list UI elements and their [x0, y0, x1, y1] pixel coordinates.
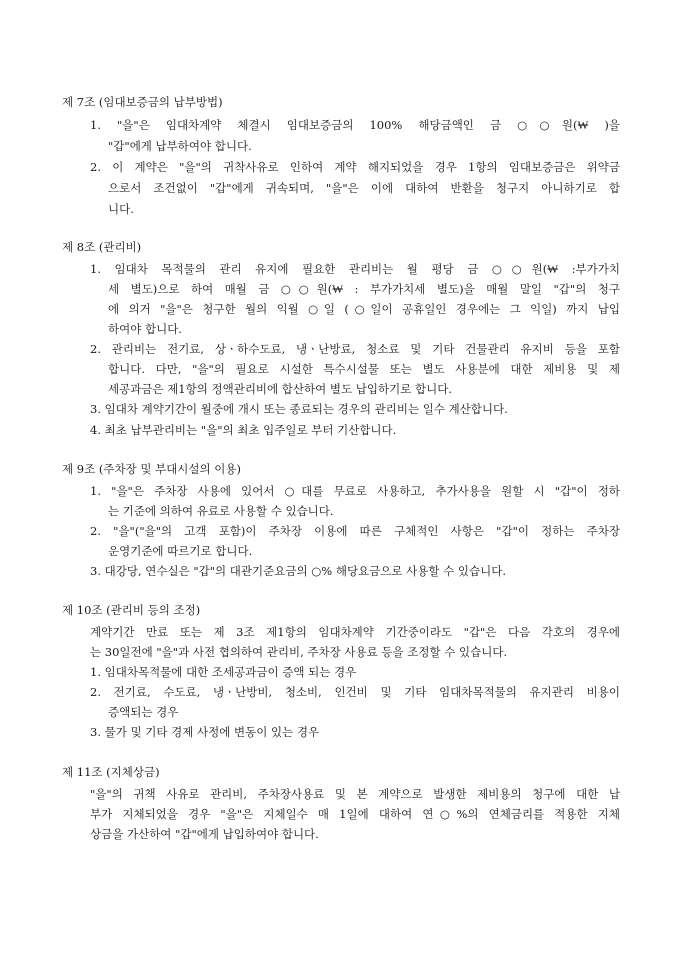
- article-10-line: 3. 물가 및 기타 경제 사정에 변동이 있는 경우: [90, 725, 320, 739]
- article-9-line: 1. "을"은 주차장 사용에 있어서 ○대를 무료로 사용하고, 추가사용을 원할 시 "갑"이 정하: [90, 484, 620, 498]
- article-9-line: 는 기준에 의하여 유료로 사용할 수 있습니다.: [108, 504, 334, 518]
- article-7-line: "갑"에게 납부하여야 합니다.: [108, 139, 252, 153]
- article-10-line: 1. 임대차목적물에 대한 조세공과금이 증액 되는 경우: [90, 665, 357, 679]
- article-8-line: 1. 임대차 목적물의 관리 유지에 필요한 관리비는 월 평당 금 ○○원(₩ :부가가치: [90, 262, 620, 276]
- article-9-line: 운영기준에 따르기로 합니다.: [108, 544, 253, 558]
- article-8-line: 에 의거 "을"은 청구한 월의 익월 ○일 (○일이 공휴일인 경우에는 그 익일) 까지 납입: [108, 302, 620, 316]
- article-8-line: 세공과금은 제1항의 정액관리비에 합산하여 별도 납입하기로 합니다.: [108, 382, 452, 396]
- article-9-line: 3. 대강당, 연수실은 "갑"의 대관기준요금의 ○% 해당요금으로 사용할 수 있습니다.: [90, 564, 506, 578]
- article-8-line: 합니다. 다만, "을"의 필요로 시설한 특수시설물 또는 별도 사용분에 대한 제비용 및 제: [108, 362, 620, 376]
- article-11-heading: 제 11조 (지체상금): [62, 765, 160, 779]
- article-7-line: 으로서 조건없이 "갑"에게 귀속되며, "을"은 이에 대하여 반환을 청구지 아니하기로 합: [108, 181, 620, 195]
- article-10-line: 2. 전기료, 수도료, 냉ㆍ난방비, 청소비, 인건비 및 기타 임대차목적물의 유지관리 비용이: [90, 685, 620, 699]
- article-7-line: 2. 이 계약은 "을"의 귀착사유로 인하여 계약 해지되었을 경우 1항의 임대보증금은 위약금: [90, 160, 620, 174]
- article-10-line: 증액되는 경우: [108, 705, 179, 719]
- article-7-heading: 제 7조 (임대보증금의 납부방법): [62, 95, 223, 109]
- article-7-line: 니다.: [108, 202, 134, 216]
- article-10-line: 계약기간 만료 또는 제 3조 제1항의 임대차계약 기간중이라도 "갑"은 다음 각호의 경우에: [90, 625, 620, 639]
- article-8-line: 3. 임대차 계약기간이 월중에 개시 또는 종료되는 경우의 관리비는 일수 계산합니다.: [90, 402, 508, 416]
- article-7-line: 1. "을"은 임대차계약 체결시 임대보증금의 100% 해당금액인 금 ○○원(₩ )을: [90, 118, 620, 132]
- article-10-line: 는 30일전에 "을"과 사전 협의하여 관리비, 주차장 사용료 등을 조정할 수 있습니다.: [90, 645, 508, 659]
- article-11-line: 부가 지체되었을 경우 "을"은 지체일수 매 1일에 대하여 연○%의 연체금리를 적용한 지체: [90, 807, 620, 821]
- article-8-line: 2. 관리비는 전기료, 상ㆍ하수도료, 냉ㆍ난방료, 청소료 및 기타 건물관리 유지비 등을 포함: [90, 342, 620, 356]
- article-9-heading: 제 9조 (주차장 및 부대시설의 이용): [62, 462, 241, 476]
- article-10-heading: 제 10조 (관리비 등의 조정): [62, 603, 201, 617]
- article-9-line: 2. "을"("을"의 고객 포함)이 주차장 이용에 따른 구체적인 사항은 "갑"이 정하는 주차장: [90, 524, 620, 538]
- article-8-heading: 제 8조 (관리비): [62, 240, 142, 254]
- article-8-line: 하여야 합니다.: [108, 322, 182, 336]
- article-8-line: 세 별도)으로 하여 매월 금 ○○원(₩ : 부가가치세 별도)을 매월 말일 "갑"의 청구: [108, 282, 620, 296]
- article-11-line: 상금을 가산하여 "갑"에게 납입하여야 합니다.: [90, 827, 319, 841]
- article-8-line: 4. 최초 납부관리비는 "을"의 최초 입주일로 부터 기산합니다.: [90, 423, 397, 437]
- article-11-line: "을"의 귀책 사유로 관리비, 주차장사용료 및 본 계약으로 발생한 제비용의 청구에 대한 납: [90, 787, 620, 801]
